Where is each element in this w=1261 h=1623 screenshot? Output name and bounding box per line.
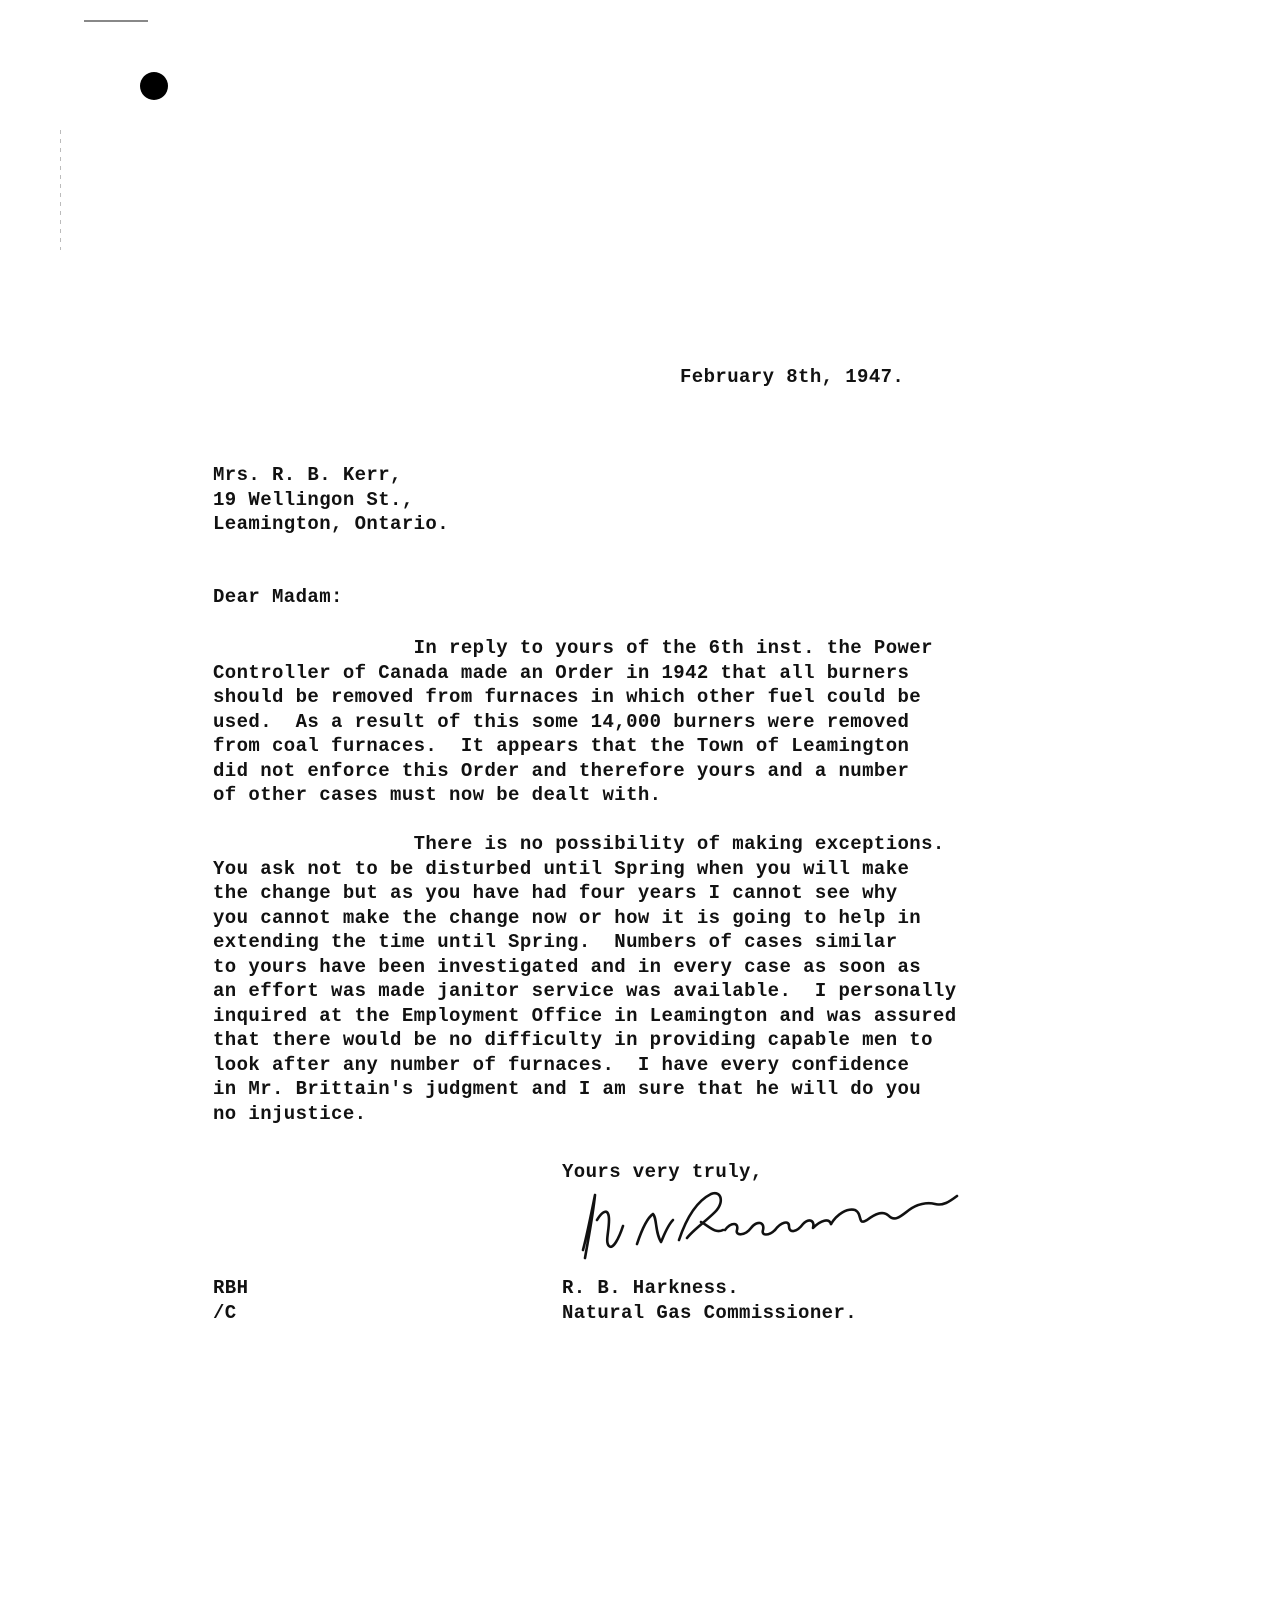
paragraph-line: used. As a result of this some 14,000 burners were removed [213,710,910,733]
recipient-street: 19 Wellingon St., [213,488,414,511]
paragraph-line: the change but as you have had four years I cannot see why [213,882,898,904]
paragraph-line: inquired at the Employment Office in Leamington and was assured [213,1004,957,1027]
paragraph-line: in Mr. Brittain's judgment and I am sure that he will do you [213,1078,922,1100]
signer-block [562,1276,857,1325]
paragraph-line: should be removed from furnaces in which other fuel could be [213,686,922,708]
paragraph-line: Controller of Canada made an Order in 1942 that all burners [213,661,910,684]
paragraph-line: you cannot make the change now or how it is going to help in [213,906,922,929]
paragraph-line: that there would be no difficulty in providing capable men to [213,1029,933,1051]
paragraph-line: You ask not to be disturbed until Spring when you will make [213,857,910,880]
paragraph-2 [213,832,957,1126]
letter-date: February 8th, 1947. [680,366,905,388]
punch-hole [140,72,168,100]
paragraph-line: an effort was made janitor service was available. I personally [213,980,957,1002]
salutation: Dear Madam: [213,586,343,608]
handwritten-signature [575,1180,970,1265]
recipient-city: Leamington, Ontario. [213,513,450,535]
scan-mark [84,20,148,22]
paragraph-line: There is no possibility of making exceptions. [213,833,945,855]
signer-title: Natural Gas Commissioner. [562,1301,858,1324]
paragraph-line: of other cases must now be dealt with. [213,784,662,806]
paragraph-line: look after any number of furnaces. I have every confidence [213,1053,910,1076]
paragraph-line: from coal furnaces. It appears that the Town of Leamington [213,735,910,757]
typist-initials: /C [213,1301,237,1324]
paragraph-line: In reply to yours of the 6th inst. the Power [213,637,933,659]
paragraph-line: to yours have been investigated and in every case as soon as [213,955,922,978]
signer-name: R. B. Harkness. [562,1277,740,1299]
recipient-address [213,463,449,537]
closing: Yours very truly, [562,1161,763,1183]
recipient-name: Mrs. R. B. Kerr, [213,464,402,486]
paragraph-line: no injustice. [213,1102,367,1125]
typist-initials: RBH [213,1277,249,1299]
reference-initials [213,1276,248,1325]
paragraph-line: did not enforce this Order and therefore yours and a number [213,759,910,782]
scan-mark [60,130,61,250]
paragraph-1 [213,636,933,808]
paragraph-line: extending the time until Spring. Numbers of cases similar [213,931,898,953]
